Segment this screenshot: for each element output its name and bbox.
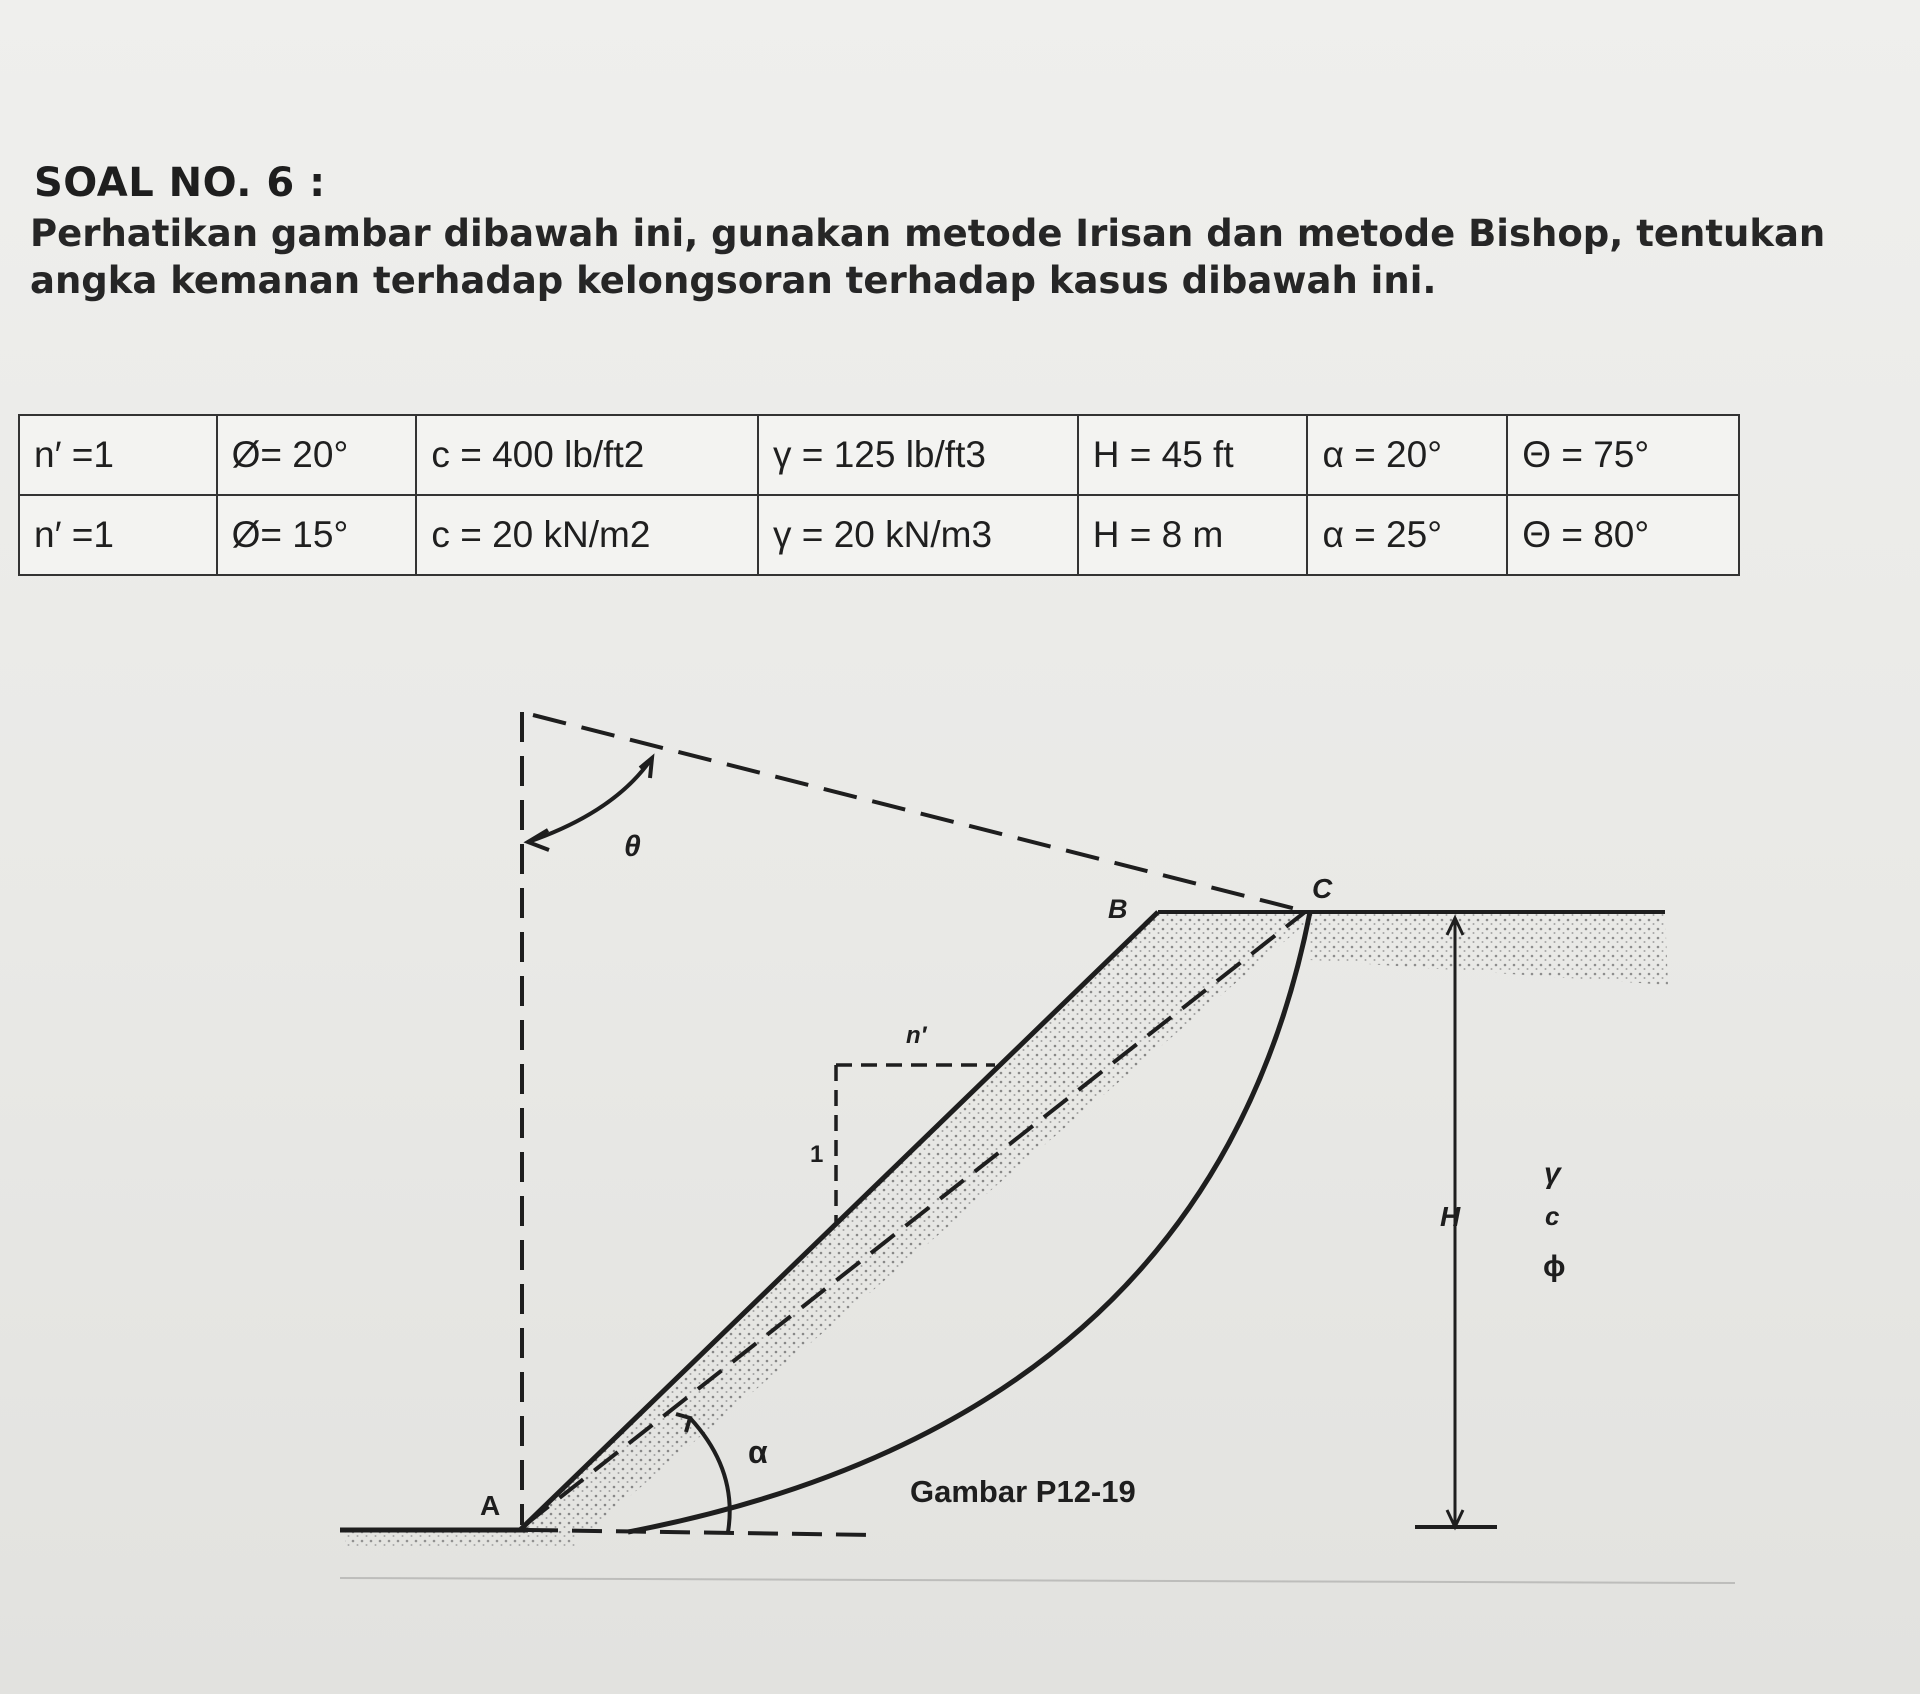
table-cell: n′ =1 bbox=[19, 415, 217, 495]
chord-dashed-line bbox=[525, 912, 1305, 1525]
circle-center-dashed-line bbox=[533, 715, 1308, 912]
slope-face bbox=[520, 912, 1158, 1530]
page-bottom-line bbox=[340, 1578, 1735, 1583]
figure-caption: Gambar P12-19 bbox=[910, 1474, 1136, 1509]
ratio-n-label: n′ bbox=[906, 1022, 927, 1049]
crest-soil-layer bbox=[1310, 912, 1668, 985]
point-b-label: B bbox=[1108, 894, 1128, 924]
problem-line-2: angka kemanan terhadap kelongsoran terhadap kasus dibawah ini. bbox=[30, 259, 1437, 302]
friction-angle-label: ϕ bbox=[1543, 1250, 1566, 1283]
theta-label: θ bbox=[624, 830, 641, 863]
cohesion-label: c bbox=[1545, 1201, 1560, 1231]
table-cell: γ = 125 lb/ft3 bbox=[758, 415, 1078, 495]
alpha-label: α bbox=[748, 1434, 768, 1470]
table-cell: α = 20° bbox=[1307, 415, 1507, 495]
table-cell: c = 400 lb/ft2 bbox=[416, 415, 758, 495]
table-cell: n′ =1 bbox=[19, 495, 217, 575]
toe-soil-layer bbox=[345, 1531, 575, 1547]
table-cell: α = 25° bbox=[1307, 495, 1507, 575]
height-label: H bbox=[1440, 1201, 1461, 1232]
unit-weight-label: γ bbox=[1544, 1157, 1561, 1190]
table-cell: H = 8 m bbox=[1078, 495, 1308, 575]
point-a-label: A bbox=[480, 1490, 501, 1521]
table-cell: Θ = 80° bbox=[1507, 495, 1739, 575]
table-cell: c = 20 kN/m2 bbox=[416, 495, 758, 575]
ratio-one-label: 1 bbox=[810, 1141, 824, 1168]
table-cell: H = 45 ft bbox=[1078, 415, 1308, 495]
table-cell: Ø= 15° bbox=[217, 495, 417, 575]
toe-dashed-line bbox=[528, 1530, 875, 1535]
point-c-label: C bbox=[1312, 873, 1333, 904]
table-cell: Θ = 75° bbox=[1507, 415, 1739, 495]
table-cell: γ = 20 kN/m3 bbox=[758, 495, 1078, 575]
problem-line-1: Perhatikan gambar dibawah ini, gunakan metode Irisan dan metode Bishop, tentukan bbox=[30, 212, 1826, 255]
problem-heading: SOAL NO. 6 : bbox=[34, 160, 326, 206]
table-cell: Ø= 20° bbox=[217, 415, 417, 495]
